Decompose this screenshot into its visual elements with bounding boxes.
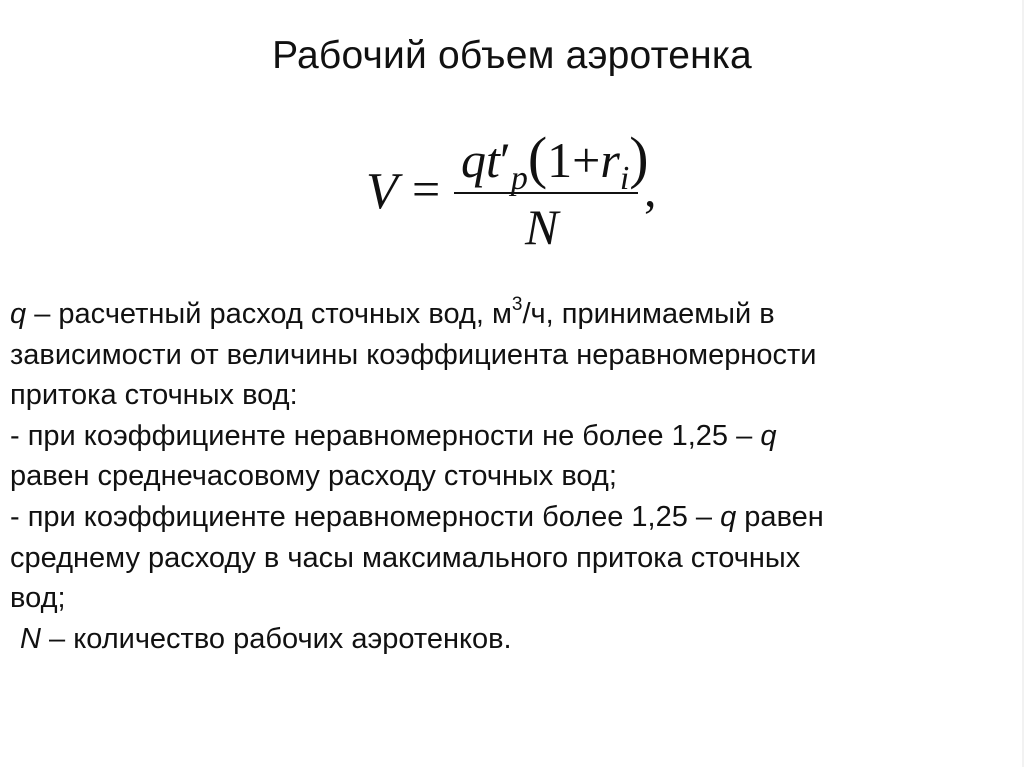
formula-plus: + xyxy=(572,132,601,188)
formula-close-paren: ) xyxy=(629,125,649,190)
formula-comma: , xyxy=(644,161,657,217)
definition-line-3: притока сточных вод: xyxy=(10,379,298,412)
formula xyxy=(366,126,666,256)
formula-prime: ′ xyxy=(499,132,511,188)
case2-text-2: равен xyxy=(736,500,824,533)
case1-symbol: q xyxy=(760,419,777,452)
definition-line-1 xyxy=(10,294,1010,335)
formula-equals: = xyxy=(412,161,441,217)
definition-line-9 xyxy=(10,619,1010,660)
definition-line-6 xyxy=(10,497,1010,538)
formula-sub-i: i xyxy=(619,160,630,197)
q-symbol: q xyxy=(10,298,27,330)
formula-q: q xyxy=(461,132,486,188)
formula-r: r xyxy=(600,132,620,188)
formula-denominator: N xyxy=(525,199,559,255)
case2-text: - при коэффициенте неравномерности более 1,25 – xyxy=(10,500,721,533)
n-symbol: N xyxy=(20,622,41,655)
formula-lhs: V xyxy=(366,163,398,220)
slide-title: Рабочий объем аэротенка xyxy=(272,34,752,77)
definitions-text xyxy=(10,294,1010,659)
formula-numerator xyxy=(461,124,649,197)
q-text-2: /ч, принимаемый в xyxy=(522,298,775,330)
case2-symbol: q xyxy=(720,500,737,533)
definition-line-7: среднему расходу в часы максимального притока сточных xyxy=(10,541,801,574)
definition-line-4 xyxy=(10,416,1010,457)
formula-sub-p: p xyxy=(510,160,528,197)
q-text-1: – расчетный расход сточных вод, м xyxy=(26,298,512,330)
definition-line-2: зависимости от величины коэффициента неравномерности xyxy=(10,338,817,371)
formula-open-paren: ( xyxy=(527,125,548,190)
formula-one: 1 xyxy=(547,132,573,188)
definition-line-5: равен среднечасовому расходу сточных вод; xyxy=(10,460,617,493)
q-unit-sup: 3 xyxy=(511,294,523,316)
formula-t: t xyxy=(486,132,500,188)
n-text: – количество рабочих аэротенков. xyxy=(40,622,512,655)
case1-text: - при коэффициенте неравномерности не более 1,25 – xyxy=(10,419,761,452)
fraction-bar xyxy=(454,192,638,194)
definition-line-8: вод; xyxy=(10,582,66,615)
